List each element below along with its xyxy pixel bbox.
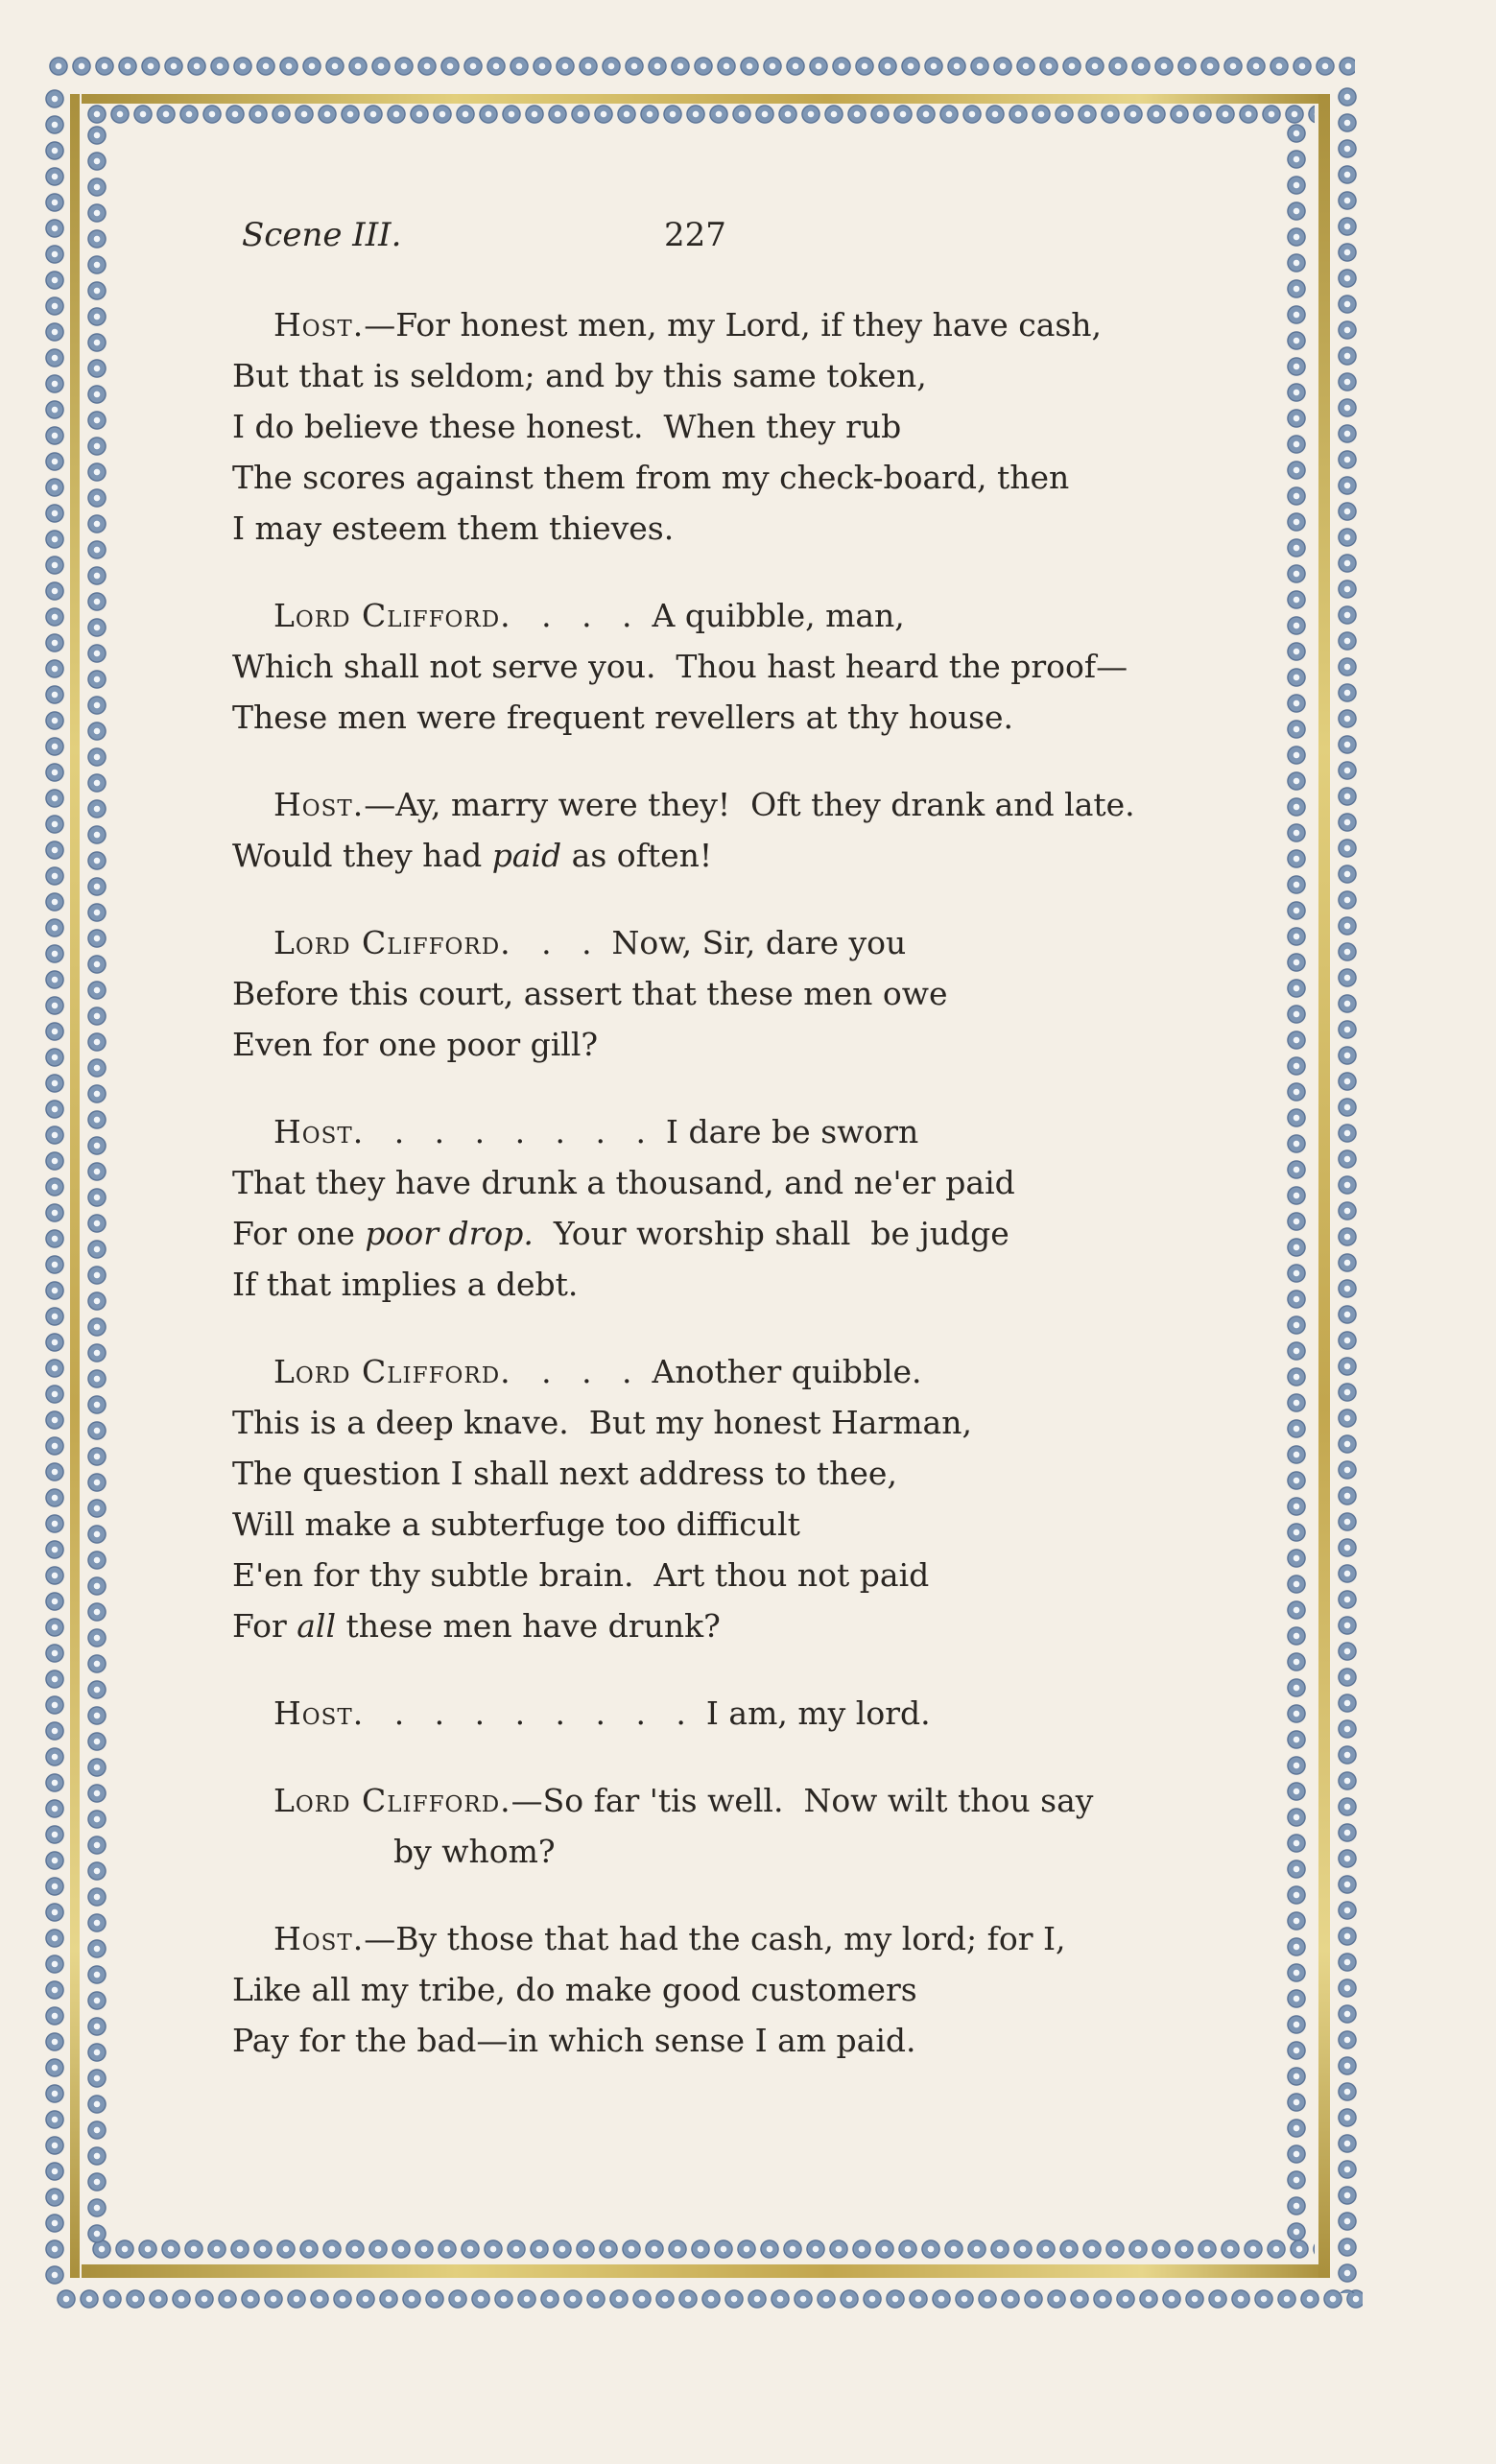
speaker-name: Host. <box>273 1920 365 1957</box>
emphasis: poor drop. <box>365 1215 534 1252</box>
inner-left-border <box>86 125 107 2245</box>
text-line: Like all my tribe, do make good customers <box>232 1971 917 2008</box>
speaker-name: Host. <box>273 306 365 344</box>
text-line: Pay for the bad—in which sense I am paid. <box>232 2022 916 2059</box>
inner-right-border <box>1286 123 1307 2243</box>
gold-frame-bottom <box>82 2264 1329 2278</box>
text-line: I may esteem them thieves. <box>232 509 675 547</box>
speaker-name: Host. <box>273 786 365 823</box>
speaker-name: Host. <box>273 1113 365 1150</box>
text-line: Will make a subterfuge too difficult <box>232 1505 800 1543</box>
outer-top-border <box>48 56 1355 77</box>
gold-frame-left <box>70 94 80 2278</box>
speech-5 <box>232 1106 1192 1310</box>
gold-frame-top <box>82 94 1326 104</box>
text-line: These men were frequent revellers at thy house. <box>232 699 1014 736</box>
text-line: For all these men have drunk? <box>232 1607 721 1645</box>
speech-2 <box>232 590 1192 743</box>
speech-4 <box>232 917 1192 1070</box>
page-number: 227 <box>664 216 726 254</box>
speech-6 <box>232 1346 1192 1651</box>
text-line: That they have drunk a thousand, and ne'er paid <box>232 1164 1015 1201</box>
emphasis: all <box>297 1607 337 1645</box>
text-line: Which shall not serve you. Thou hast heard the proof— <box>232 648 1128 685</box>
text-line: Lord Clifford. . . Now, Sir, dare you <box>273 924 907 961</box>
text-line: Lord Clifford.—So far 'tis well. Now wilt thou say <box>273 1782 1094 1819</box>
text-line: Lord Clifford. . . . A quibble, man, <box>273 597 905 634</box>
text-line: Lord Clifford. . . . Another quibble. <box>273 1353 922 1390</box>
text-line: Before this court, assert that these men owe <box>232 975 948 1012</box>
inner-top-border <box>86 104 1315 125</box>
outer-right-border <box>1337 86 1358 2293</box>
gold-frame-right <box>1318 94 1330 2278</box>
text-line: Even for one poor gill? <box>232 1026 599 1063</box>
speaker-name: Lord Clifford. <box>273 1353 511 1390</box>
text-line: But that is seldom; and by this same token, <box>232 357 927 394</box>
text-line: Host.—For honest men, my Lord, if they have cash, <box>273 306 1103 344</box>
outer-left-border <box>44 88 65 2291</box>
text-line: Host. . . . . . . . . I am, my lord. <box>273 1694 931 1732</box>
speaker-name: Lord Clifford. <box>273 597 511 634</box>
text-line: The scores against them from my check-board, then <box>232 459 1070 496</box>
scene-label: Scene III. <box>242 216 402 254</box>
speech-9 <box>232 1913 1192 2066</box>
speaker-name: Host. <box>273 1694 365 1732</box>
text-line: The question I shall next address to thee, <box>232 1455 897 1492</box>
text-line: This is a deep knave. But my honest Harman, <box>232 1404 972 1441</box>
text-line: E'en for thy subtle brain. Art thou not paid <box>232 1556 930 1594</box>
speech-7 <box>232 1688 1192 1739</box>
text-line: I do believe these honest. When they rub <box>232 408 902 445</box>
emphasis: paid <box>491 837 562 874</box>
text-line: Would they had paid as often! <box>232 837 713 874</box>
speaker-name: Lord Clifford. <box>273 924 511 961</box>
text-line: Host. . . . . . . . I dare be sworn <box>273 1113 919 1150</box>
text-line: by whom? <box>393 1833 556 1870</box>
speech-8 <box>232 1775 1192 1877</box>
text-line: Host.—Ay, marry were they! Oft they drank and late. <box>273 786 1135 823</box>
text-line: Host.—By those that had the cash, my lord; for I, <box>273 1920 1066 1957</box>
play-text <box>232 299 1192 2102</box>
inner-bottom-border <box>91 2239 1315 2260</box>
speaker-name: Lord Clifford. <box>273 1782 511 1819</box>
text-line: For one poor drop. Your worship shall be judge <box>232 1215 1009 1252</box>
text-line: If that implies a debt. <box>232 1266 579 1303</box>
outer-bottom-border <box>56 2288 1363 2310</box>
speech-3 <box>232 779 1192 881</box>
speech-1 <box>232 299 1192 554</box>
